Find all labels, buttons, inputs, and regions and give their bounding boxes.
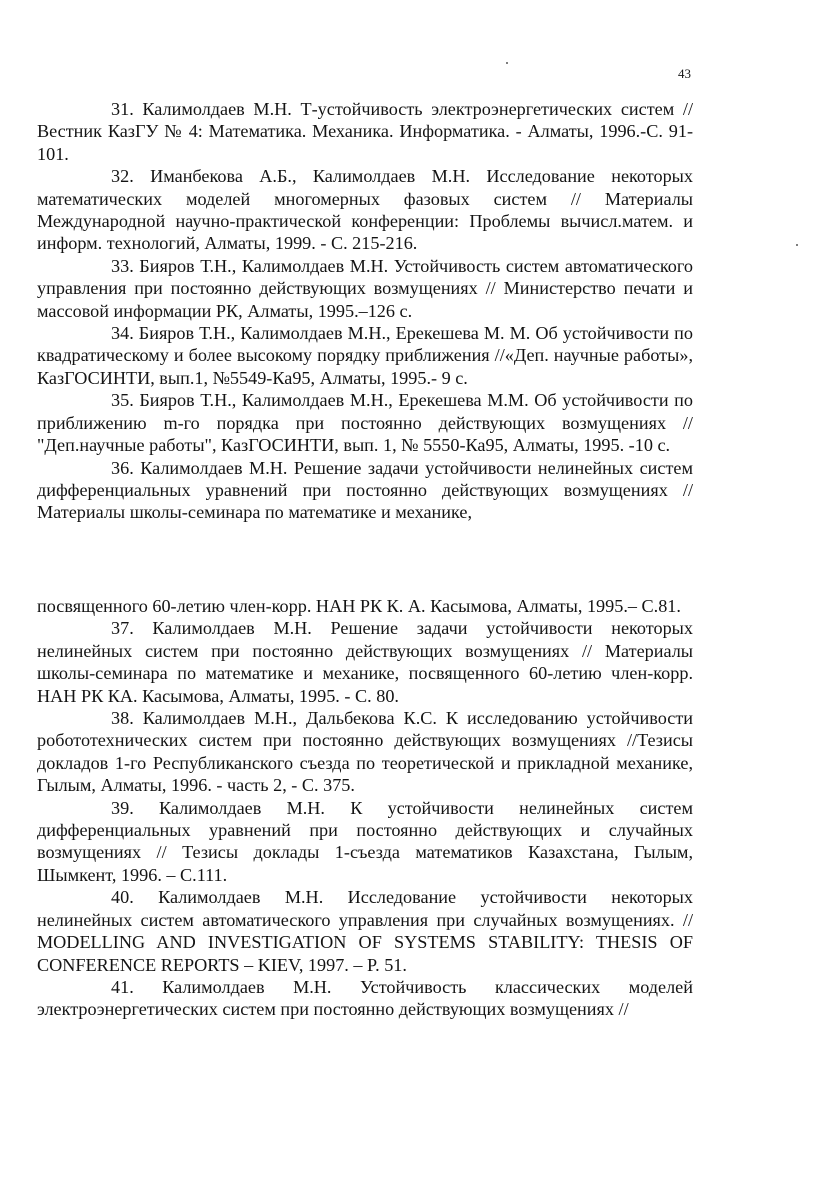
reference-entry-40: 40. Калимолдаев М.Н. Исследование устойчивости некоторых нелинейных систем автоматического управления при случайных возмущениях. // MODELLING AND INVESTIGATION OF SYSTEMS STABILITY: THESIS OF CONFERENCE REPORTS – KIEV, 1997. – P. 51.	[37, 887, 693, 975]
reference-entry-31: 31. Калимолдаев М.Н. Т-устойчивость электроэнергетических систем // Вестник КазГУ № 4: Математика. Механика. Информатика. - Алматы, 1996.-С. 91-101.	[37, 99, 693, 164]
reference-entry-35: 35. Бияров Т.Н., Калимолдаев М.Н., Ерекешева М.М. Об устойчивости по приближению m-го порядка при постоянно действующих возмущениях // "Деп.научные работы", КазГОСИНТИ, вып. 1, № 5550-Ка95, Алматы, 1995. -10 с.	[37, 390, 693, 456]
reference-entry-36-continuation: посвященного 60-летию член-корр. НАН РК К. А. Касымова, Алматы, 1995.– С.81.	[37, 596, 681, 616]
scan-speck	[796, 244, 798, 246]
reference-entry-36: 36. Калимолдаев М.Н. Решение задачи устойчивости нелинейных систем дифференциальных уравнений при постоянно действующих возмущениях // Материалы школы-семинара по математике и механике,	[37, 457, 693, 523]
reference-entry-39: 39. Калимолдаев М.Н. К устойчивости нелинейных систем дифференциальных уравнений при постоянно действующих и случайных возмущениях // Тезисы доклады 1-съезда математиков Казахстана, Гылым, Шымкент, 1996. – С.111.	[37, 797, 693, 885]
reference-entry-38: 38. Калимолдаев М.Н., Дальбекова К.С. К исследованию устойчивости робототехнических систем при постоянно действующих возмущениях //Тезисы докладов 1-го Республиканского съезда по теоретической и прикладной механике, Гылым, Алматы, 1996. - часть 2, - С. 375.	[37, 708, 693, 796]
reference-entry-41: 41. Калимолдаев М.Н. Устойчивость классических моделей электроэнергетических систем при постоянно действующих возмущениях //	[37, 976, 693, 1020]
references-block-lower	[37, 595, 693, 1021]
page-number: 43	[678, 66, 691, 81]
reference-entry-32: 32. Иманбекова А.Б., Калимолдаев М.Н. Исследование некоторых математических моделей многомерных фазовых систем // Материалы Международной научно-практической конференции: Проблемы вычисл.матем. и информ. технологий, Алматы, 1999. - С. 215-216.	[37, 166, 693, 254]
scan-speck	[506, 62, 508, 64]
reference-entry-34: 34. Бияров Т.Н., Калимолдаев М.Н., Ерекешева М. М. Об устойчивости по квадратическому и более высокому порядку приближения //«Деп. научные работы», КазГОСИНТИ, вып.1, №5549-Ка95, Алматы, 1995.- 9 с.	[37, 323, 693, 388]
reference-entry-33: 33. Бияров Т.Н., Калимолдаев М.Н. Устойчивость систем автоматического управления при постоянно действующих возмущениях // Министерство печати и массовой информации РК, Алматы, 1995.–126 с.	[37, 255, 693, 321]
references-block-upper	[37, 98, 693, 524]
reference-entry-37: 37. Калимолдаев М.Н. Решение задачи устойчивости некоторых нелинейных систем при постоянно действующих возмущениях // Материалы школы-семинара по математике и механике, посвященного 60-летию член-корр. НАН РК КА. Касымова, Алматы, 1995. - С. 80.	[37, 618, 693, 706]
